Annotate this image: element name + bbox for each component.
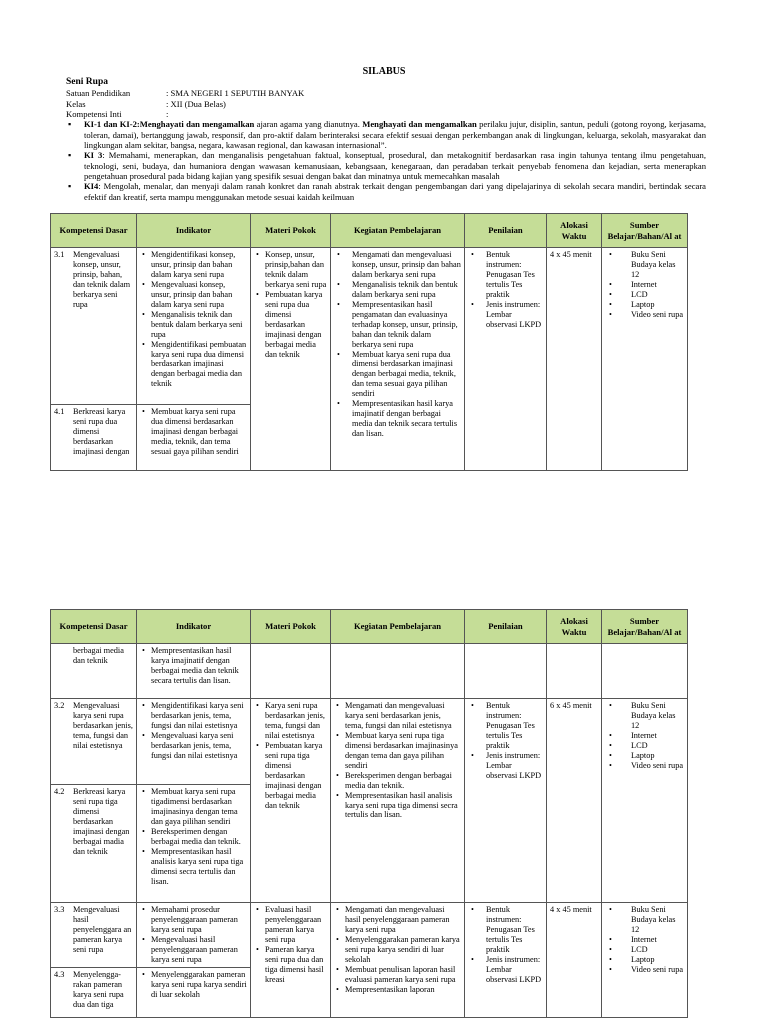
kd-cell: [51, 785, 137, 903]
table-row: [51, 903, 688, 968]
table-header-row: [51, 610, 688, 644]
materi-cell: [251, 699, 331, 903]
ki-text: ajaran agama yang dianutnya.: [254, 119, 363, 130]
list-item: • Mempresentasikan hasil pengamatan dan evaluasinya terhadap konsep, unsur, prinsip, bahan dan teknik dalam berkarya seni rupa: [352, 300, 461, 350]
list-item: • Bentuk instrumen: Penugasan Tes tertulis Tes praktik: [486, 250, 543, 300]
list-item: • Membuat penulisan laporan hasil evaluasi pameran karya seni rupa: [345, 965, 461, 985]
table-header-row: [51, 214, 688, 248]
kegiatan-cell: [331, 248, 465, 471]
syllabus-table-1: [50, 213, 688, 471]
list-item: • Membuat karya seni rupa dua dimensi berdasarkan imajinasi dengan berbagai media, teknik, dan tema sesuai gaya pilihan sendiri: [151, 407, 247, 457]
penilaian-cell: [465, 248, 547, 471]
alokasi-cell: 4 x 45 menit: [547, 903, 602, 1018]
list-item: • Mengidentifikasi konsep, unsur, prinsip dan bahan dalam karya seni rupa: [151, 250, 247, 280]
kd-number: 3.2: [54, 701, 65, 710]
header-penilaian: Penilaian: [465, 610, 547, 644]
meta-row: [66, 88, 706, 98]
alokasi-cell: 6 x 45 menit: [547, 699, 602, 903]
ki-bold-text: Menghayati dan mengamalkan: [362, 119, 477, 130]
subject-title: Seni Rupa: [66, 77, 108, 87]
ki-label: KI-1 dan KI-2:Menghayati dan mengamalkan: [84, 119, 255, 130]
meta-row: [66, 109, 706, 119]
table-row: [51, 644, 688, 699]
sumber-cell: [602, 903, 688, 1018]
kd-text: Berkreasi karya seni rupa dua dimensi berdasarkan imajinasi dengan: [73, 407, 130, 456]
header-kegiatan-pembelajaran: Kegiatan Pembelajaran: [331, 610, 465, 644]
ki-item: [84, 150, 706, 181]
list-item: • Mempresentasikan hasil analisis karya seni rupa tiga dimensi secra tertulis dan lisan.: [151, 847, 247, 887]
page-title: SILABUS: [362, 66, 406, 77]
list-item: • Membuat karya seni rupa tiga dimensi berdasarkan imajinasinya dengan tema dan gaya pilihan sendiri: [345, 731, 461, 771]
list-item: • Konsep, unsur, prinsip,bahan dan teknik dalam berkarya seni rupa: [265, 250, 327, 290]
list-item: • Pembuatan karya seni rupa dua dimensi berdasarkan imajinasi dengan berbagai media dan teknik: [265, 290, 327, 360]
materi-cell: [251, 248, 331, 471]
kd-text: Mengevaluasi hasil penyelenggara an pameran karya seni rupa: [73, 905, 132, 954]
list-item: • Jenis instrumen: Lembar observasi LKPD: [486, 300, 543, 330]
list-item: • Mengevaluasi hasil penyelenggaraan pameran karya seni rupa: [151, 935, 247, 965]
list-item: • Video seni rupa: [631, 310, 684, 320]
kd-number: 4.2: [54, 787, 65, 796]
meta-value: : XII (Dua Belas): [166, 98, 226, 109]
list-item: • Membuat karya seni rupa dua dimensi berdasarkan imajinasi dengan berbagai media, teknik, dan tema sesuai gaya pilihan sendiri: [352, 350, 461, 400]
kd-text: Berkreasi karya seni rupa tiga dimensi berdasarkan imajinasi dengan berbagai madia dan teknik: [73, 787, 130, 856]
list-item: • Buku Seni Budaya kelas 12: [631, 701, 684, 731]
kegiatan-cell: [331, 699, 465, 903]
ki-label: KI 3: [84, 150, 103, 161]
document-header: [66, 77, 706, 202]
ki-item: [84, 119, 706, 150]
meta-value: : SMA NEGERI 1 SEPUTIH BANYAK: [166, 88, 305, 99]
ki-text: : Mengolah, menalar, dan menyaji dalam ranah konkret dan ranah abstrak terkait dengan pengembangan dari yang dipelajarinya di sekolah secara mandiri, bertindak secara efektif dan kreatif, serta mampu menggunakan metode sesuai kaidah keilmuan: [84, 181, 706, 202]
ki-item: [84, 181, 706, 202]
meta-row: [66, 99, 706, 109]
list-item: • Internet: [631, 731, 684, 741]
list-item: • Mempresentasikan hasil analisis karya seni rupa tiga dimensi secra tertulis dan lisan.: [345, 791, 461, 821]
list-item: • Menganalisis teknik dan bentuk dalam berkarya seni rupa: [151, 310, 247, 340]
meta-key: Kompetensi Inti: [66, 109, 122, 120]
indikator-cell: [137, 903, 251, 968]
list-item: • LCD: [631, 741, 684, 751]
list-item: • Laptop: [631, 955, 684, 965]
header-materi-pokok: Materi Pokok: [251, 610, 331, 644]
list-item: • Mempresentasikan hasil karya imajinatif dengan berbagai media dan teknik secara tertulis dan lisan.: [352, 399, 461, 439]
sumber-cell: [602, 644, 688, 699]
indikator-cell: [137, 405, 251, 471]
list-item: • Mempresentasikan laporan: [345, 985, 461, 995]
list-item: • Evaluasi hasil penyelenggaraan pameran karya seni rupa: [265, 905, 327, 945]
alokasi-cell: [547, 644, 602, 699]
kd-cell: [51, 903, 137, 968]
header-kompetensi-dasar: Kompetensi Dasar: [51, 610, 137, 644]
list-item: • Mempresentasikan hasil karya imajinatif dengan berbagai media dan teknik secara tertulis dan lisan.: [151, 646, 247, 686]
list-item: • Bentuk instrumen: Penugasan Tes tertulis Tes praktik: [486, 905, 543, 955]
header-kompetensi-dasar: Kompetensi Dasar: [51, 214, 137, 248]
meta-key: Kelas: [66, 98, 86, 109]
list-item: • Mengamati dan mengevaluasi hasil penyelenggaraan pameran karya seni rupa: [345, 905, 461, 935]
kd-text: Menyelengga-rakan pameran karya seni rupa dua dan tiga: [73, 969, 124, 1009]
table-row: [51, 248, 688, 405]
header-alokasi-waktu: Alokasi Waktu: [547, 610, 602, 644]
alokasi-cell: 4 x 45 menit: [547, 248, 602, 471]
list-item: • LCD: [631, 290, 684, 300]
indikator-cell: [137, 699, 251, 785]
indikator-cell: [137, 785, 251, 903]
list-item: • Buku Seni Budaya kelas 12: [631, 250, 684, 280]
list-item: • Mengamati dan mengevaluasi konsep, unsur, prinsip dan bahan dalam berkarya seni rupa: [352, 250, 461, 280]
kd-cell: [51, 644, 137, 699]
penilaian-cell: [465, 903, 547, 1018]
indikator-cell: [137, 967, 251, 1017]
header-materi-pokok: Materi Pokok: [251, 214, 331, 248]
list-item: • Mengevaluasi karya seni berdasarkan jenis, tema, fungsi dan nilai estetisnya: [151, 731, 247, 761]
kd-cell: [51, 405, 137, 471]
list-item: • Video seni rupa: [631, 761, 684, 771]
list-item: • Memahami prosedur penyelenggaraan pameran karya seni rupa: [151, 905, 247, 935]
list-item: • Mengidentifikasi pembuatan karya seni rupa dua dimensi berdasarkan imajinasi dengan berbagai media dan teknik: [151, 340, 247, 390]
list-item: • Internet: [631, 280, 684, 290]
indikator-cell: [137, 644, 251, 699]
list-item: • Mengamati dan mengevaluasi karya seni berdasarkan jenis, tema, fungsi dan nilai estetisnya: [345, 701, 461, 731]
list-item: • Jenis instrumen: Lembar observasi LKPD: [486, 955, 543, 985]
kd-number: 4.3: [54, 969, 65, 979]
sumber-cell: [602, 248, 688, 471]
penilaian-cell: [465, 644, 547, 699]
header-indikator: Indikator: [137, 610, 251, 644]
list-item: • Bereksperimen dengan berbagai media dan teknik.: [345, 771, 461, 791]
list-item: • Laptop: [631, 751, 684, 761]
materi-cell: [251, 903, 331, 1018]
list-item: • Bereksperimen dengan berbagai media dan teknik.: [151, 827, 247, 847]
list-item: • Mengidentifikasi karya seni berdasarkan jenis, tema, fungsi dan nilai estetisnya: [151, 701, 247, 731]
header-penilaian: Penilaian: [465, 214, 547, 248]
kd-text: Mengevaluasi karya seni rupa berdasarkan jenis, tema, fungsi dan nilai estetisnya: [73, 701, 133, 750]
list-item: • Buku Seni Budaya kelas 12: [631, 905, 684, 935]
meta-value: :: [166, 109, 169, 120]
meta-key: Satuan Pendidikan: [66, 88, 131, 99]
header-alokasi-waktu: Alokasi Waktu: [547, 214, 602, 248]
kd-cell: [51, 967, 137, 1017]
kd-number: 4.1: [54, 407, 65, 416]
list-item: • Internet: [631, 935, 684, 945]
list-item: • Mengevaluasi konsep, unsur, prinsip dan bahan dalam karya seni rupa: [151, 280, 247, 310]
kegiatan-cell: [331, 903, 465, 1018]
list-item: • Menganalisis teknik dan bentuk dalam berkarya seni rupa: [352, 280, 461, 300]
materi-cell: [251, 644, 331, 699]
kd-text: Mengevaluasi konsep, unsur, prinsip, bahan, dan teknik dalam berkarya seni rupa: [73, 250, 131, 309]
kd-cell: [51, 248, 137, 405]
header-sumber-belajar: Sumber Belajar/Bahan/Al at: [602, 610, 688, 644]
list-item: • Video seni rupa: [631, 965, 684, 975]
list-item: • Bentuk instrumen: Penugasan Tes tertulis Tes praktik: [486, 701, 543, 751]
kd-number: 3.3: [54, 905, 65, 914]
kompetensi-inti-list: [66, 119, 706, 202]
ki-label: KI4: [84, 181, 99, 192]
header-kegiatan-pembelajaran: Kegiatan Pembelajaran: [331, 214, 465, 248]
list-item: • Menyelenggarakan pameran karya seni rupa karya sendiri di luar sekolah: [345, 935, 461, 965]
table-row: [51, 699, 688, 785]
header-sumber-belajar: Sumber Belajar/Bahan/Al at: [602, 214, 688, 248]
ki-text: : Memahami, menerapkan, dan menganalisis pengetahuan faktual, konseptual, prosedural, dan metakognitif berdasarkan rasa ingin tahunya tentang ilmu pengetahuan, teknologi, seni, budaya, dan humaniora dengan wawasan kemanusiaan, kebangsaan, kenegaraan, dan peradaban terkait penyebab fenomena dan kejadian, serta menerapkan pengetahuan prosedural pada bidang kajian yang spesifik sesuai dengan bakat dan minatnya untuk memecahkan masalah: [84, 150, 706, 181]
kegiatan-cell: [331, 644, 465, 699]
kd-number: 3.1: [54, 250, 65, 259]
sumber-cell: [602, 699, 688, 903]
list-item: • LCD: [631, 945, 684, 955]
ki-text: perilaku jujur, disiplin, santun, peduli (gotong royong, kerjasama, toleran, damai), bertanggung jawab, responsif, dan pro-aktif dalam berinteraksi secara efektif sesuai dengan perkembangan anak di lingkungan, keluarga, sekolah, masyarakat dan lingkungan alam sekitar, bangsa, negara, kawasan regional, dan kawasan internasional”.: [84, 119, 706, 150]
indikator-cell: [137, 248, 251, 405]
kd-cell: [51, 699, 137, 785]
list-item: • Membuat karya seni rupa tigadimensi berdasarkan imajinasinya dengan tema dan gaya pilihan sendiri: [151, 787, 247, 827]
penilaian-cell: [465, 699, 547, 903]
kd-text: berbagai media dan teknik: [73, 646, 124, 665]
list-item: • Pembuatan karya seni rupa tiga dimensi berdasarkan imajinasi dengan berbagai media dan teknik: [265, 741, 327, 811]
list-item: • Pameran karya seni rupa dua dan tiga dimensi hasil kreasi: [265, 945, 327, 985]
list-item: • Jenis instrumen: Lembar observasi LKPD: [486, 751, 543, 781]
syllabus-table-2: [50, 609, 688, 1018]
list-item: • Laptop: [631, 300, 684, 310]
list-item: • Karya seni rupa berdasarkan jenis, tema, fungsi dan nilai estetisnya: [265, 701, 327, 741]
header-indikator: Indikator: [137, 214, 251, 248]
list-item: • Menyelenggarakan pameran karya seni rupa karya sendiri di luar sekolah: [151, 970, 247, 1000]
